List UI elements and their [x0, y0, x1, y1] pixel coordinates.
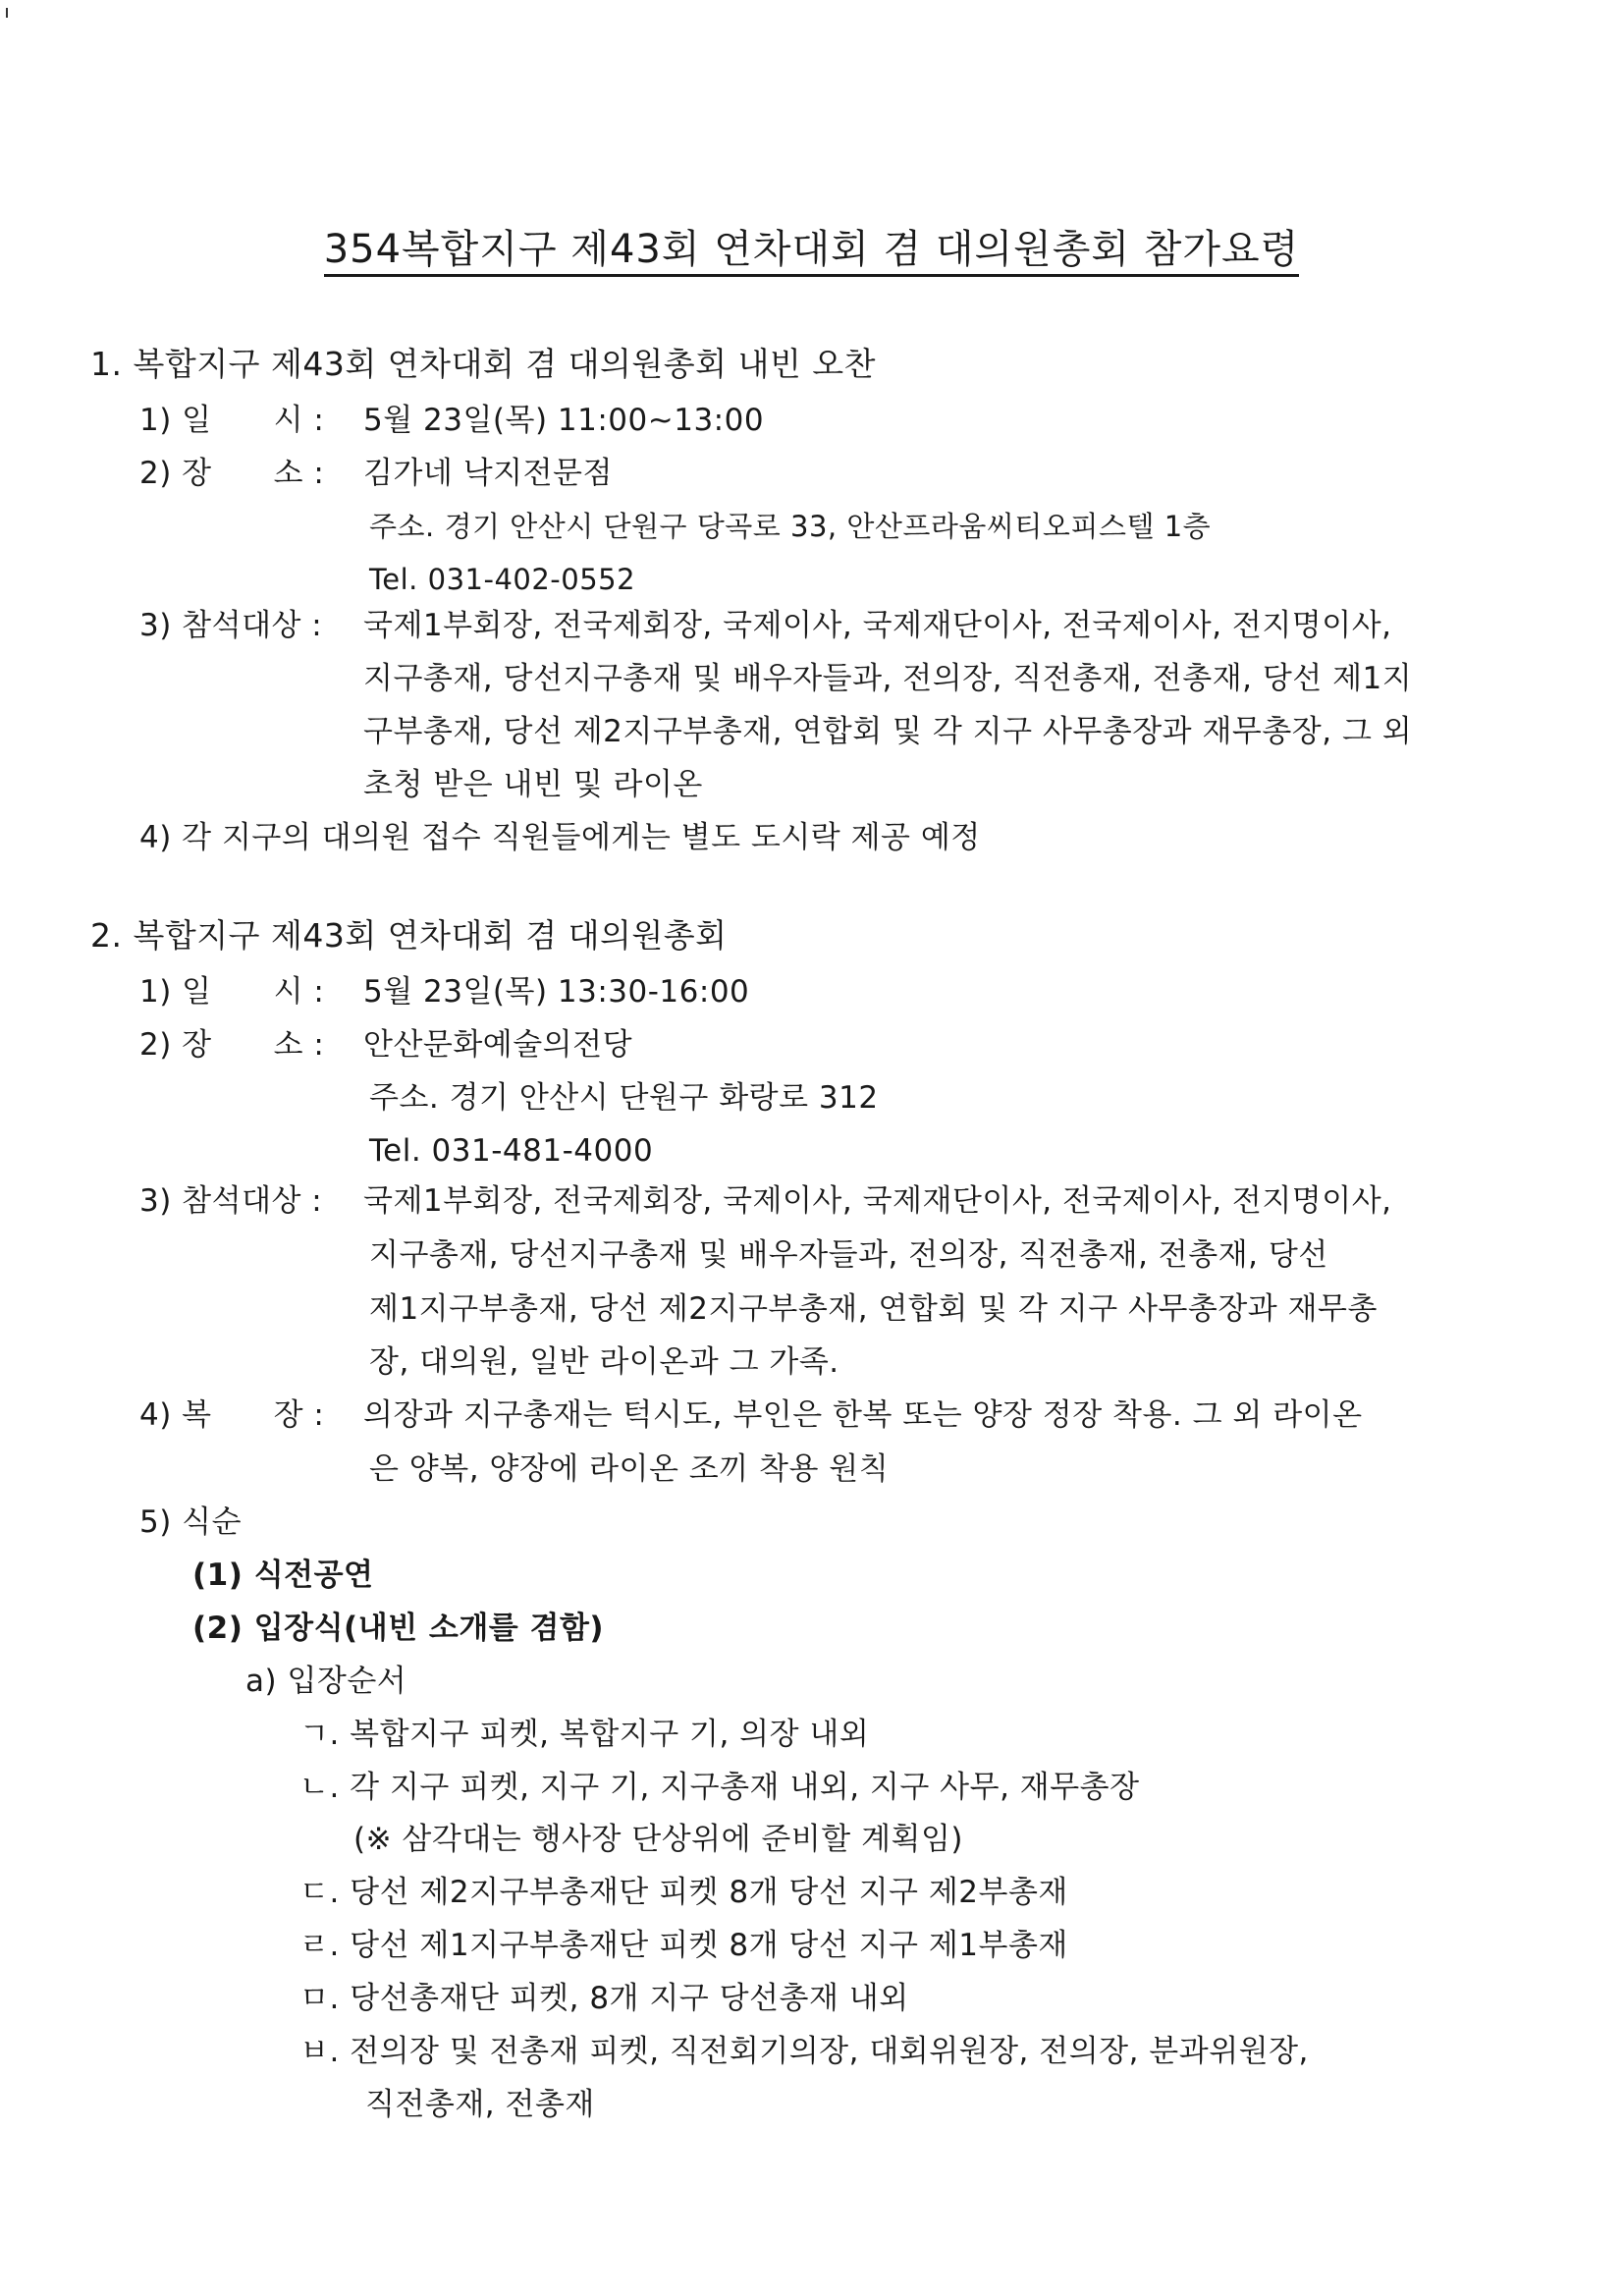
section2-heading: 2. 복합지구 제43회 연차대회 겸 대의원총회 [90, 916, 728, 955]
section1-date-value: 5월 23일(목) 11:00~13:00 [363, 403, 765, 438]
section2-date-label: 1) 일 시 : [139, 974, 325, 1010]
section1-attendees-line: 초청 받은 내빈 및 라이온 [363, 767, 703, 802]
section1-note: 4) 각 지구의 대의원 접수 직원들에게는 별도 도시락 제공 예정 [139, 820, 981, 855]
section2-attendees-line: 지구총재, 당선지구총재 및 배우자들과, 전의장, 직전총재, 전총재, 당선 [369, 1237, 1328, 1273]
section1-attendees-line: 국제1부회장, 전국제회장, 국제이사, 국제재단이사, 전국제이사, 전지명이사, [363, 608, 1392, 643]
section1-place-value: 김가네 낙지전문점 [363, 456, 613, 491]
section2-program-label: 5) 식순 [139, 1504, 243, 1540]
section1-attendees-line: 지구총재, 당선지구총재 및 배우자들과, 전의장, 직전총재, 전총재, 당선 제1지 [363, 661, 1413, 696]
section1-date-label: 1) 일 시 : [139, 403, 325, 438]
entry-order-item: ㅁ. 당선총재단 피켓, 8개 지구 당선총재 내외 [299, 1981, 909, 2016]
entry-order-item: ㄷ. 당선 제2지구부총재단 피켓 8개 당선 지구 제2부총재 [299, 1875, 1068, 1910]
section2-place-label: 2) 장 소 : [139, 1027, 325, 1063]
section2-date-value: 5월 23일(목) 13:30-16:00 [363, 974, 750, 1010]
entry-order-item-continued: 직전총재, 전총재 [365, 2087, 595, 2122]
section1-heading: 1. 복합지구 제43회 연차대회 겸 대의원총회 내빈 오찬 [90, 345, 876, 383]
section2-tel: Tel. 031-481-4000 [369, 1133, 654, 1169]
section2-address: 주소. 경기 안산시 단원구 화랑로 312 [369, 1080, 879, 1116]
entry-order-item: ㄴ. 각 지구 피켓, 지구 기, 지구총재 내외, 지구 사무, 재무총장 [299, 1770, 1140, 1805]
entry-order-label: a) 입장순서 [245, 1664, 407, 1699]
section2-dress-line: 은 양복, 양장에 라이온 조끼 착용 원칙 [369, 1451, 890, 1487]
entry-order-item: ㅂ. 전의장 및 전총재 피켓, 직전회기의장, 대회위원장, 전의장, 분과위원장, [299, 2034, 1309, 2069]
section2-place-value: 안산문화예술의전당 [363, 1027, 633, 1063]
document-title [0, 218, 1623, 274]
section2-attendees-line: 제1지구부총재, 당선 제2지구부총재, 연합회 및 각 지구 사무총장과 재무총 [369, 1291, 1378, 1327]
section1-address: 주소. 경기 안산시 단원구 당곡로 33, 안산프라움씨티오피스텔 1층 [369, 510, 1212, 543]
section2-attendees-label: 3) 참석대상 : [139, 1183, 323, 1219]
section1-tel: Tel. 031-402-0552 [369, 563, 636, 596]
program-item: (2) 입장식(내빈 소개를 겸함) [192, 1611, 605, 1646]
section2-attendees-line: 국제1부회장, 전국제회장, 국제이사, 국제재단이사, 전국제이사, 전지명이사, [363, 1183, 1392, 1219]
section1-attendees-label: 3) 참석대상 : [139, 608, 323, 643]
section1-attendees-line: 구부총재, 당선 제2지구부총재, 연합회 및 각 지구 사무총장과 재무총장, 그 외 [363, 714, 1413, 749]
section2-dress-label: 4) 복 장 : [139, 1397, 325, 1433]
section2-attendees-line: 장, 대의원, 일반 라이온과 그 가족. [369, 1344, 839, 1380]
section1-place-label: 2) 장 소 : [139, 456, 325, 491]
entry-order-item: ㄱ. 복합지구 피켓, 복합지구 기, 의장 내외 [299, 1717, 870, 1752]
scan-mark [6, 8, 8, 18]
program-item: (1) 식전공연 [192, 1558, 374, 1593]
document-title-text: 354복합지구 제43회 연차대회 겸 대의원총회 참가요령 [324, 227, 1300, 277]
entry-order-note: (※ 삼각대는 행사장 단상위에 준비할 계획임) [353, 1822, 964, 1857]
section2-dress-line: 의장과 지구총재는 턱시도, 부인은 한복 또는 양장 정장 착용. 그 외 라이온 [363, 1397, 1363, 1433]
entry-order-item: ㄹ. 당선 제1지구부총재단 피켓 8개 당선 지구 제1부총재 [299, 1928, 1068, 1963]
